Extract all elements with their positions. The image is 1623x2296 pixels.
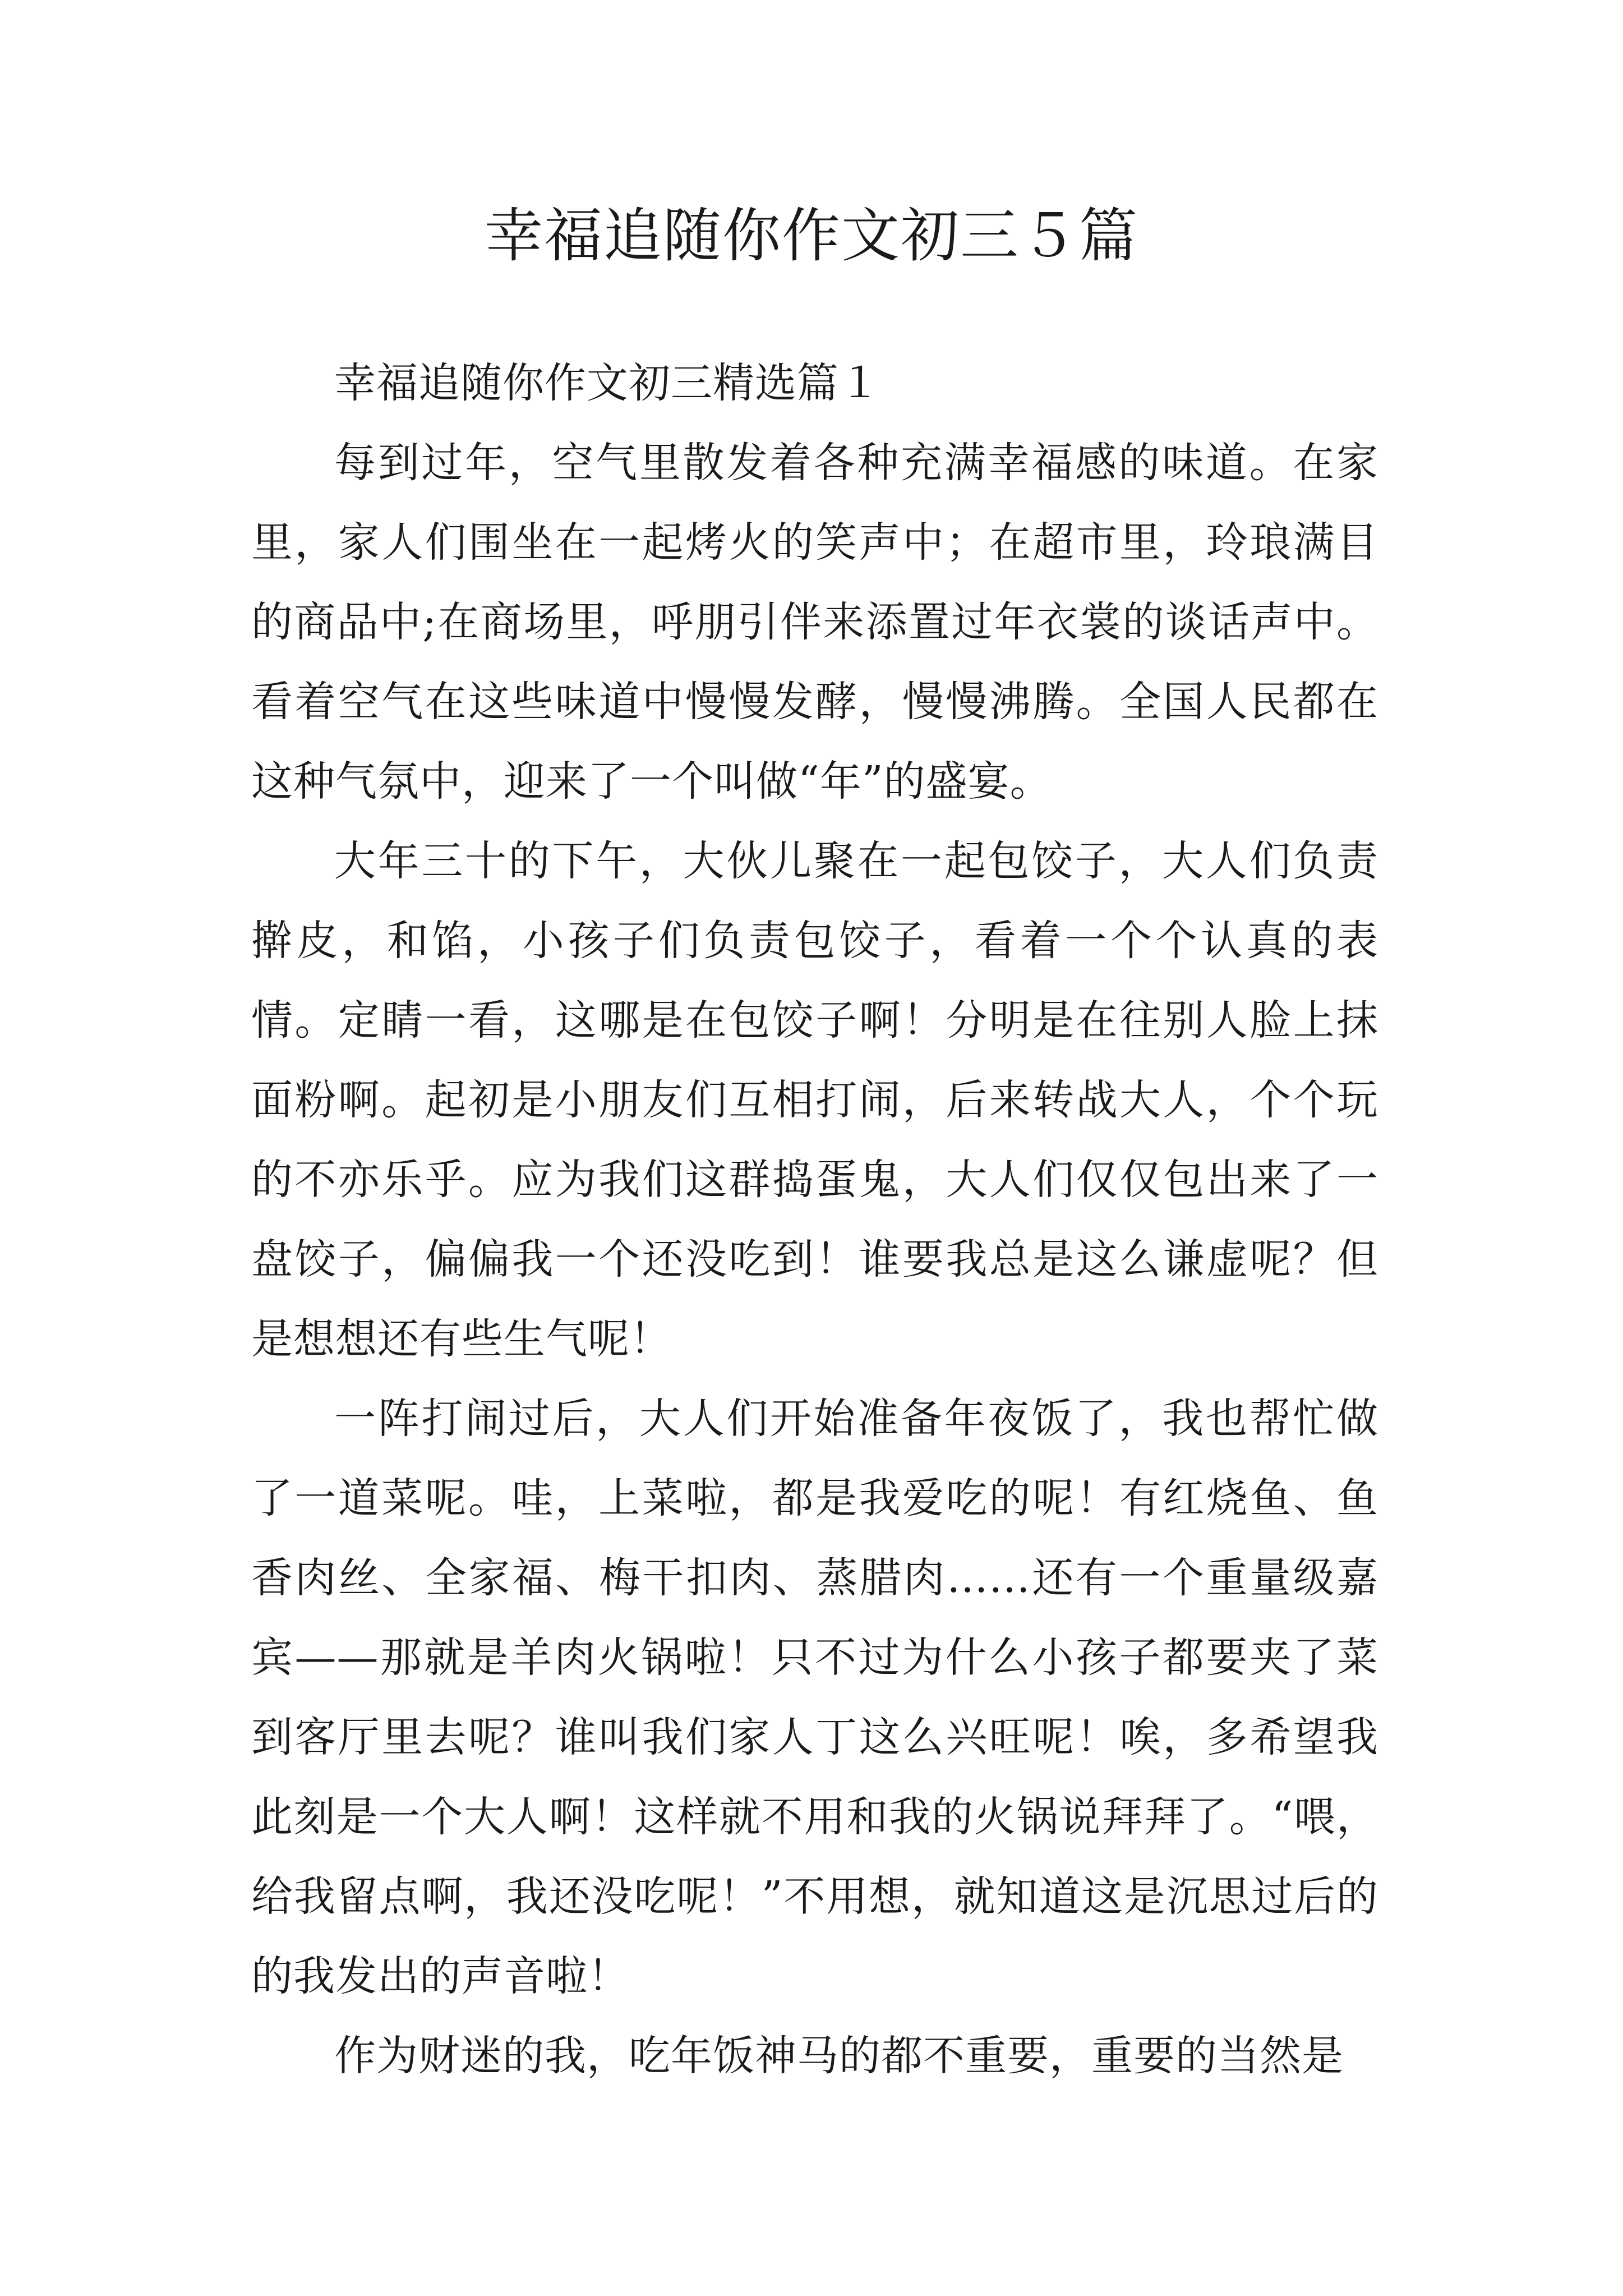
paragraph: 作为财迷的我，吃年饭神马的都不重要，重要的当然是 xyxy=(334,2032,1344,2080)
document-title: 幸福追随你作文初三５篇 xyxy=(484,201,1138,270)
paragraph: 大年三十的下午，大伙儿聚在一起包饺子，大人们负责擀皮，和馅，小孩子们负责包饺子，看着一个个认真的表情。定睛一看，这哪是在包饺子啊！分明是在往别人脸上抹面粉啊。起初是小朋友们互相打闹，后来转战大人，个个玩的不亦乐乎。应为我们这群捣蛋鬼，大人们仅仅包出来了一盘饺子，偏偏我一个还没吃到！谁要我总是这么谦虚呢？但是想想还有些生气呢！ xyxy=(251,837,1378,1363)
paragraph: 一阵打闹过后，大人们开始准备年夜饭了，我也帮忙做了一道菜呢。哇，上菜啦，都是我爱吃的呢！有红烧鱼、鱼香肉丝、全家福、梅干扣肉、蒸腊肉……还有一个重量级嘉宾——那就是羊肉火锅啦！只不过为什么小孩子都要夹了菜到客厅里去呢？谁叫我们家人丁这么兴旺呢！唉，多希望我此刻是一个大人啊！这样就不用和我的火锅说拜拜了。“喂，给我留点啊，我还没吃呢！”不用想，就知道这是沉思过后的的我发出的声音啦！ xyxy=(251,1395,1378,2000)
paragraph: 每到过年，空气里散发着各种充满幸福感的味道。在家里，家人们围坐在一起烤火的笑声中；在超市里，玲琅满目的商品中;在商场里，呼朋引伴来添置过年衣裳的谈话声中。看着空气在这些味道中慢慢发酵，慢慢沸腾。全国人民都在这种气氛中，迎来了一个叫做“年”的盛宴。 xyxy=(251,439,1378,806)
document-body xyxy=(251,343,1378,2096)
section-heading: 幸福追随你作文初三精选篇１ xyxy=(334,359,881,407)
